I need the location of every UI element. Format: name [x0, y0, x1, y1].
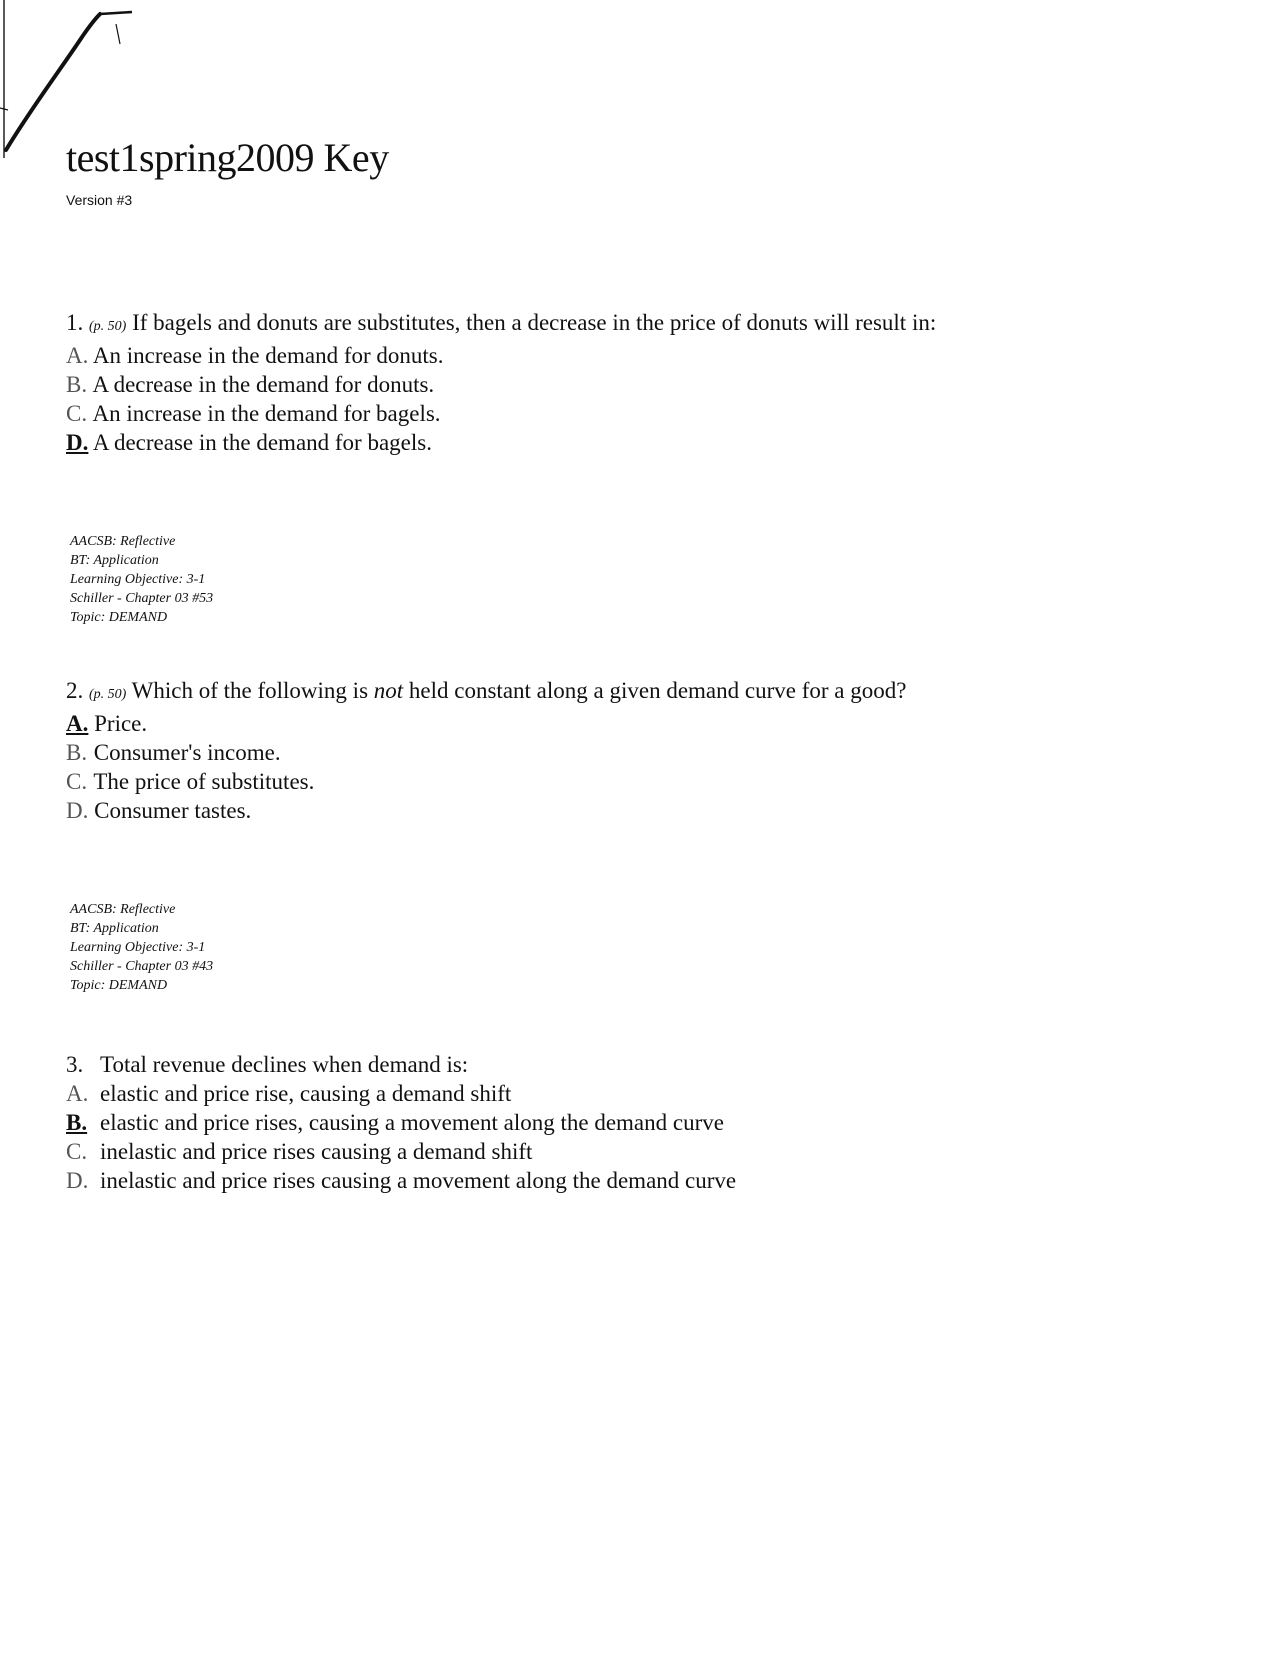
meta-aacsb: AACSB: Reflective — [70, 902, 176, 917]
option-b: B. Consumer's income. — [66, 740, 281, 765]
question-text-end: held constant along a given demand curve for a good? — [408, 678, 907, 703]
version-label: Version #3 — [66, 192, 133, 208]
question-stem — [66, 308, 936, 341]
meta-topic: Topic: DEMAND — [70, 978, 168, 993]
question-number: 3. — [66, 1052, 84, 1077]
document-title: test1spring2009 Key — [66, 135, 389, 180]
question-stem — [66, 676, 906, 709]
meta-source: Schiller - Chapter 03 #43 — [70, 959, 214, 974]
question-1 — [66, 308, 936, 457]
option-a: A. An increase in the demand for donuts. — [66, 343, 444, 368]
option-a-correct: A. Price. — [66, 711, 148, 736]
question-3 — [66, 1050, 736, 1195]
meta-topic: Topic: DEMAND — [70, 610, 168, 625]
option-b-correct: B. elastic and price rises, causing a movement along the demand curve — [66, 1110, 724, 1135]
option-d: D. Consumer tastes. — [66, 798, 252, 823]
question-emphasis: not — [373, 678, 404, 703]
page-reference: (p. 50) — [89, 687, 127, 702]
question-text: Which of the following is — [131, 678, 369, 703]
meta-aacsb: AACSB: Reflective — [70, 534, 176, 549]
option-d-correct: D. A decrease in the demand for bagels. — [66, 430, 432, 455]
question-stem — [66, 1050, 736, 1079]
question-2-metadata — [70, 900, 213, 995]
option-c: C. The price of substitutes. — [66, 769, 315, 794]
question-number: 2. — [66, 678, 84, 703]
question-number: 1. — [66, 310, 84, 335]
option-a: A. elastic and price rise, causing a demand shift — [66, 1081, 512, 1106]
meta-bt: BT: Application — [70, 921, 159, 936]
option-c: C. inelastic and price rises causing a demand shift — [66, 1139, 533, 1164]
meta-bt: BT: Application — [70, 553, 159, 568]
meta-source: Schiller - Chapter 03 #53 — [70, 591, 214, 606]
option-d: D. inelastic and price rises causing a movement along the demand curve — [66, 1168, 737, 1193]
question-text: If bagels and donuts are substitutes, then a decrease in the price of donuts will result in: — [132, 310, 937, 335]
option-c: C. An increase in the demand for bagels. — [66, 401, 441, 426]
question-1-metadata — [70, 532, 213, 627]
meta-learning-objective: Learning Objective: 3-1 — [70, 940, 206, 955]
question-text: Total revenue declines when demand is: — [100, 1052, 469, 1077]
meta-learning-objective: Learning Objective: 3-1 — [70, 572, 206, 587]
page-reference: (p. 50) — [89, 319, 127, 334]
question-2 — [66, 676, 906, 825]
option-b: B. A decrease in the demand for donuts. — [66, 372, 435, 397]
